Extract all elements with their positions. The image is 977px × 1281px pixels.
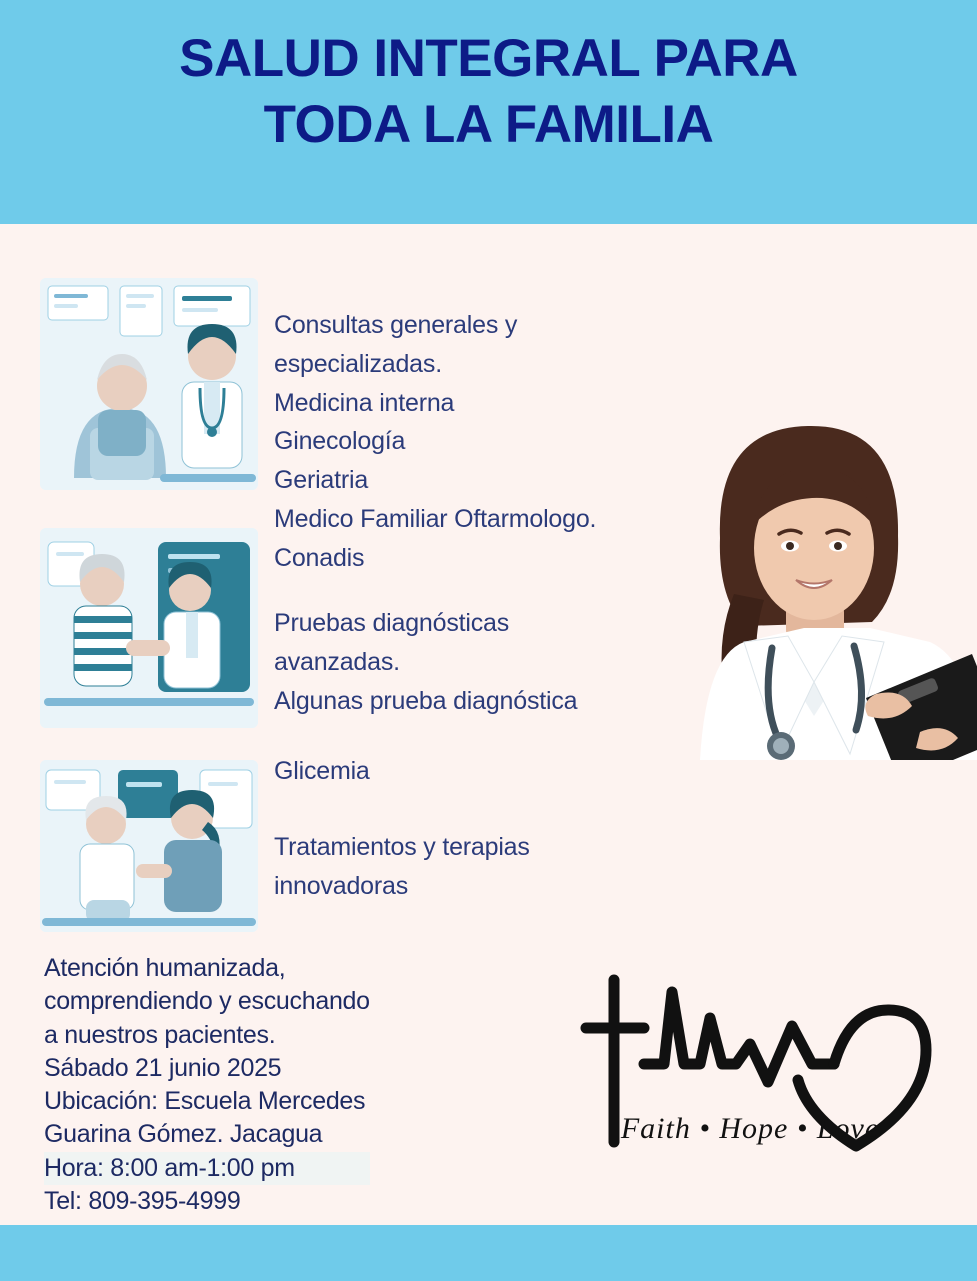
service-line: Medico Familiar Oftarmologo. [274, 504, 597, 533]
info-line: Atención humanizada, [44, 954, 286, 982]
service-line: avanzadas. [274, 647, 400, 676]
info-line-hours: Hora: 8:00 am-1:00 pm [44, 1152, 370, 1185]
service-line: Conadis [274, 543, 365, 572]
info-line-location: Ubicación: Escuela Mercedes [44, 1087, 366, 1115]
service-line: Geriatria [274, 466, 369, 494]
illustration-checkup [40, 760, 258, 932]
info-line-phone: Tel: 809-395-4999 [44, 1186, 241, 1215]
page-title-line-1: SALUD INTEGRAL PARA [179, 29, 798, 88]
logo-caption: Faith • Hope • Love [620, 1112, 880, 1145]
service-line: Medicina interna [274, 388, 455, 417]
service-list-glicemia [274, 752, 370, 791]
info-line: a nuestros pacientes. [44, 1020, 276, 1049]
info-line: comprendiendo y escuchando [44, 987, 370, 1016]
illustration-handshake [40, 528, 258, 728]
illustration-consultation [40, 278, 258, 490]
service-line: innovadoras [274, 871, 409, 900]
service-list-consultas [274, 306, 596, 577]
service-line: especializadas. [274, 349, 442, 378]
service-line: Consultas generales y [274, 311, 518, 339]
service-line: Tratamientos y terapias [274, 833, 530, 861]
service-line: Algunas prueba diagnóstica [274, 686, 578, 715]
event-info [44, 952, 370, 1218]
info-line-date: Sábado 21 junio 2025 [44, 1053, 282, 1082]
footer-band [0, 1225, 977, 1281]
service-list-pruebas [274, 604, 577, 720]
service-line: Pruebas diagnósticas [274, 609, 510, 637]
service-line: Ginecología [274, 427, 406, 456]
doctor-portrait [648, 398, 977, 760]
service-line: Glicemia [274, 757, 370, 785]
info-line-location-2: Guarina Gómez. Jacagua [44, 1120, 323, 1149]
service-list-tratamientos [274, 828, 530, 906]
page-title [0, 26, 977, 159]
page-title-line-2: TODA LA FAMILIA [263, 95, 714, 155]
